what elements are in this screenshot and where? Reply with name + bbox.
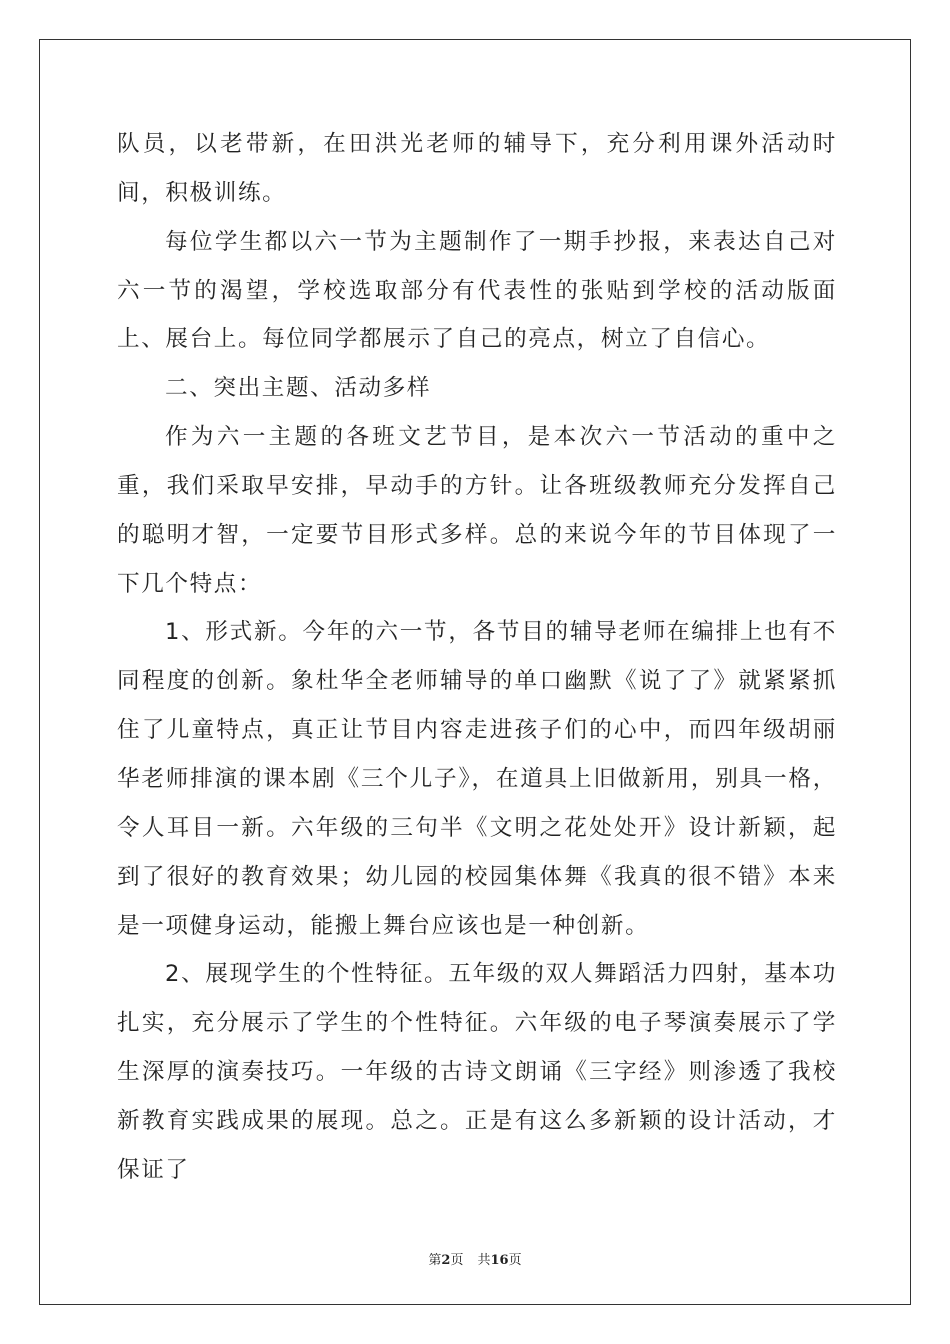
page-prefix: 第	[428, 1253, 442, 1268]
page-footer	[0, 1249, 950, 1268]
total-pages: 16	[490, 1253, 509, 1268]
document-body	[117, 120, 837, 1195]
paragraph-5: 2、展现学生的个性特征。五年级的双人舞蹈活力四射，基本功扎实，充分展示了学生的个性特征。六年级的电子琴演奏展示了学生深厚的演奏技巧。一年级的古诗文朗诵《三字经》则渗透了我校新教育实践成果的展现。总之。正是有这么多新颖的设计活动，才保证了	[117, 961, 837, 1183]
paragraph-1: 队员，以老带新，在田洪光老师的辅导下，充分利用课外活动时间，积极训练。	[117, 131, 837, 206]
total-prefix: 共	[477, 1253, 491, 1268]
total-suffix: 页	[508, 1253, 522, 1268]
section-heading: 二、突出主题、活动多样	[165, 375, 432, 402]
paragraph-4: 1、形式新。今年的六一节，各节目的辅导老师在编排上也有不同程度的创新。象杜华全老师辅导的单口幽默《说了了》就紧紧抓住了儿童特点，真正让节目内容走进孩子们的心中，而四年级胡丽华老师排演的课本剧《三个儿子》，在道具上旧做新用，别具一格，令人耳目一新。六年级的三句半《文明之花处处开》设计新颖，起到了很好的教育效果；幼儿园的校园集体舞《我真的很不错》本来是一项健身运动，能搬上舞台应该也是一种创新。	[117, 619, 837, 939]
paragraph-2: 每位学生都以六一节为主题制作了一期手抄报，来表达自己对六一节的渴望，学校选取部分有代表性的张贴到学校的活动版面上、展台上。每位同学都展示了自己的亮点，树立了自信心。	[117, 228, 837, 353]
page-suffix: 页	[450, 1253, 464, 1268]
paragraph-3: 作为六一主题的各班文艺节目，是本次六一节活动的重中之重，我们采取早安排，早动手的方针。让各班级教师充分发挥自己的聪明才智，一定要节目形式多样。总的来说今年的节目体现了一下几个特点：	[117, 424, 837, 597]
page-number: 2	[441, 1253, 451, 1268]
